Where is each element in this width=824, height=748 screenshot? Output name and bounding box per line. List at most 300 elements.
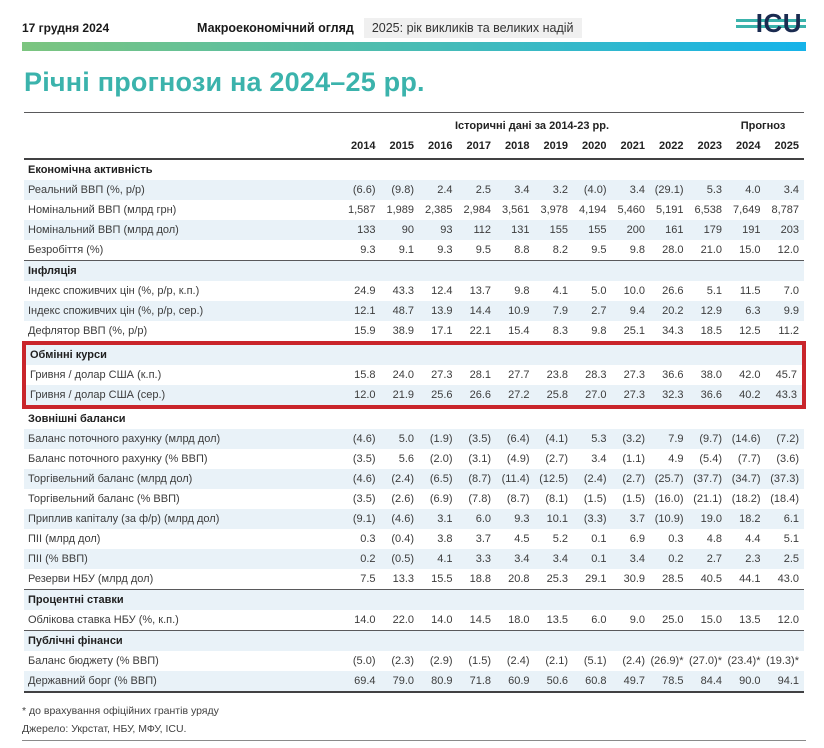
cell-value: 84.4: [700, 675, 722, 687]
row-label: Державний борг (% ВВП): [28, 675, 157, 687]
cell-value: 0.1: [591, 533, 607, 545]
cell-value: (1.5): [468, 655, 491, 667]
cell-value: 2.5: [783, 553, 799, 565]
cell-value: 32.3: [650, 385, 689, 407]
section-header-row: [24, 590, 804, 611]
table-row: [24, 529, 804, 549]
group-header-row: [24, 113, 804, 137]
cell-value: (12.5): [539, 473, 568, 485]
year-header: 2018: [496, 136, 535, 159]
footnotes: [22, 702, 806, 738]
cell-value: (0.5): [391, 553, 414, 565]
cell-value: (2.4): [506, 655, 530, 667]
cell-value: 3,561: [501, 204, 530, 216]
cell-value: 131: [511, 224, 530, 236]
table-body: [24, 159, 804, 692]
cell-value: 10.1: [546, 513, 568, 525]
cell-value: 94.1: [777, 675, 799, 687]
year-header: 2023: [689, 136, 728, 159]
bottom-rule: [22, 740, 806, 741]
cell-value: (3.2): [622, 433, 645, 445]
cell-value: 44.1: [739, 573, 761, 585]
cell-value: 27.3: [623, 369, 645, 381]
cell-value: 9.3: [360, 244, 376, 256]
section-header-row: [24, 407, 804, 429]
cell-value: 18.0: [508, 614, 530, 626]
cell-value: 14.0: [354, 614, 376, 626]
cell-value: (37.3): [770, 473, 799, 485]
cell-value: 26.6: [458, 385, 497, 407]
cell-value: 4.1: [437, 553, 453, 565]
cell-value: (1.9): [429, 433, 453, 445]
cell-value: 2.5: [475, 184, 491, 196]
cell-value: 25.3: [546, 573, 568, 585]
cell-value: 1,989: [386, 204, 414, 216]
row-label: Резерви НБУ (млрд дол): [28, 573, 154, 585]
cell-value: (37.7): [693, 473, 722, 485]
table-row: [24, 180, 804, 200]
cell-value: (3.6): [776, 453, 799, 465]
cell-value: 4.5: [514, 533, 530, 545]
cell-value: 191: [742, 224, 761, 236]
cell-value: 12.0: [777, 244, 799, 256]
year-header: 2020: [573, 136, 612, 159]
section-header-row: [24, 261, 804, 282]
cell-value: 15.0: [739, 244, 761, 256]
cell-value: 4.1: [552, 285, 568, 297]
cell-value: 14.4: [469, 305, 491, 317]
cell-value: 9.1: [398, 244, 414, 256]
cell-value: (4.6): [352, 473, 376, 485]
cell-value: 11.2: [778, 325, 799, 337]
table-row: [24, 449, 804, 469]
row-label: Баланс бюджету (% ВВП): [28, 655, 159, 667]
table-row: [24, 469, 804, 489]
cell-value: 34.3: [662, 325, 684, 337]
cell-value: 0.1: [591, 553, 607, 565]
cell-value: (8.7): [468, 473, 491, 485]
cell-value: 9.3: [514, 513, 530, 525]
cell-value: 8.3: [552, 325, 568, 337]
cell-value: 7,649: [732, 204, 761, 216]
cell-value: 27.3: [431, 369, 453, 381]
cell-value: (5.1): [583, 655, 607, 667]
cell-value: 2.4: [437, 184, 453, 196]
cell-value: (7.8): [468, 493, 491, 505]
cell-value: 5,191: [655, 204, 684, 216]
cell-value: 2.7: [706, 553, 722, 565]
cell-value: 43.0: [777, 573, 799, 585]
cell-value: 14.0: [431, 614, 453, 626]
table-row: [24, 365, 804, 385]
cell-value: 22.0: [392, 614, 414, 626]
cell-value: 27.3: [612, 385, 651, 407]
cell-value: 25.1: [623, 325, 645, 337]
cell-value: (26.9)*: [650, 655, 684, 667]
cell-value: 15.0: [700, 614, 722, 626]
cell-value: 28.5: [662, 573, 684, 585]
cell-value: 6.0: [591, 614, 607, 626]
row-label: Гривня / долар США (сер.): [24, 385, 342, 407]
cell-value: 3.4: [514, 184, 530, 196]
cell-value: 28.3: [585, 369, 607, 381]
cell-value: (6.5): [429, 473, 453, 485]
year-header: 2021: [612, 136, 651, 159]
cell-value: 7.9: [552, 305, 568, 317]
cell-value: (7.2): [776, 433, 799, 445]
cell-value: 30.9: [623, 573, 645, 585]
publication-subtitle: 2025: рік викликів та великих надій: [364, 18, 582, 38]
cell-value: 29.1: [585, 573, 607, 585]
cell-value: 15.9: [354, 325, 376, 337]
table-row: [24, 240, 804, 261]
cell-value: 20.2: [662, 305, 684, 317]
cell-value: 60.9: [508, 675, 530, 687]
cell-value: 5.1: [706, 285, 722, 297]
cell-value: 71.8: [469, 675, 491, 687]
cell-value: 5.2: [552, 533, 568, 545]
cell-value: 6,538: [694, 204, 722, 216]
cell-value: 3.4: [514, 553, 530, 565]
cell-value: 9.5: [475, 244, 491, 256]
cell-value: 6.9: [629, 533, 645, 545]
cell-value: 14.5: [469, 614, 491, 626]
cell-value: 9.4: [629, 305, 645, 317]
section-header-row: [24, 343, 804, 365]
cell-value: 3.4: [629, 184, 645, 196]
year-header: 2024: [727, 136, 766, 159]
cell-value: 13.3: [392, 573, 414, 585]
cell-value: 1,587: [347, 204, 376, 216]
cell-value: (6.6): [352, 184, 376, 196]
row-label: Баланс поточного рахунку (% ВВП): [28, 453, 208, 465]
cell-value: 38.9: [392, 325, 414, 337]
cell-value: 5.3: [591, 433, 607, 445]
publication-title: Макроекономічний огляд: [197, 21, 354, 35]
cell-value: 78.5: [662, 675, 684, 687]
cell-value: 12.0: [777, 614, 799, 626]
cell-value: 40.5: [700, 573, 722, 585]
table-row: [24, 281, 804, 301]
cell-value: 38.0: [700, 369, 722, 381]
cell-value: 13.5: [739, 614, 761, 626]
table-row: [24, 671, 804, 692]
row-label: Облікова ставка НБУ (%, к.п.): [28, 614, 179, 626]
row-label: Дефлятор ВВП (%, р/р): [28, 325, 148, 337]
cell-value: 69.4: [354, 675, 376, 687]
masthead: [22, 0, 806, 40]
cell-value: (3.5): [352, 493, 376, 505]
cell-value: 4.4: [745, 533, 761, 545]
cell-value: (21.1): [693, 493, 722, 505]
cell-value: 3.4: [552, 553, 568, 565]
cell-value: 25.6: [419, 385, 458, 407]
cell-value: (9.8): [391, 184, 414, 196]
section-header-row: [24, 631, 804, 652]
cell-value: 161: [665, 224, 684, 236]
cell-value: 26.6: [662, 285, 684, 297]
cell-value: 10.9: [508, 305, 530, 317]
cell-value: 90.0: [739, 675, 761, 687]
cell-value: (3.5): [352, 453, 376, 465]
cell-value: (0.4): [391, 533, 414, 545]
row-label: ПІІ (млрд дол): [28, 533, 101, 545]
year-header: 2015: [381, 136, 420, 159]
cell-value: 12.4: [431, 285, 453, 297]
cell-value: 40.2: [727, 385, 766, 407]
cell-value: 3.4: [629, 553, 645, 565]
cell-value: (3.5): [468, 433, 491, 445]
cell-value: 93: [440, 224, 453, 236]
cell-value: 4.9: [668, 453, 684, 465]
cell-value: (2.6): [391, 493, 414, 505]
section-title: Зовнішні баланси: [24, 407, 804, 429]
cell-value: 6.0: [475, 513, 491, 525]
year-header: 2017: [458, 136, 497, 159]
cell-value: 43.3: [766, 385, 805, 407]
cell-value: 12.9: [700, 305, 722, 317]
cell-value: 13.9: [431, 305, 453, 317]
cell-value: 20.8: [508, 573, 530, 585]
years-header-spacer: [24, 136, 342, 159]
cell-value: (18.4): [770, 493, 799, 505]
cell-value: 42.0: [739, 369, 761, 381]
section-title: Обмінні курси: [24, 343, 804, 365]
cell-value: (8.1): [545, 493, 568, 505]
cell-value: (4.9): [506, 453, 530, 465]
cell-value: (2.9): [429, 655, 453, 667]
cell-value: 2.7: [591, 305, 607, 317]
cell-value: 7.0: [783, 285, 799, 297]
year-header: 2014: [342, 136, 381, 159]
cell-value: (2.7): [622, 473, 645, 485]
cell-value: (19.3)*: [765, 655, 799, 667]
cell-value: (6.9): [429, 493, 453, 505]
cell-value: 25.8: [535, 385, 574, 407]
cell-value: 21.0: [700, 244, 722, 256]
cell-value: (23.4)*: [727, 655, 761, 667]
cell-value: 19.0: [700, 513, 722, 525]
cell-value: (16.0): [654, 493, 684, 505]
cell-value: 112: [473, 224, 491, 236]
page-title: Річні прогнози на 2024–25 рр.: [24, 67, 425, 97]
cell-value: 15.8: [354, 369, 376, 381]
cell-value: 3.1: [437, 513, 453, 525]
cell-value: (11.4): [501, 473, 530, 485]
cell-value: 4.0: [745, 184, 761, 196]
row-label: Індекс споживчих цін (%, р/р, сер.): [28, 305, 204, 317]
cell-value: 8.2: [552, 244, 568, 256]
cell-value: 28.0: [662, 244, 684, 256]
table-row: [24, 549, 804, 569]
cell-value: 36.6: [662, 369, 684, 381]
year-header: 2016: [419, 136, 458, 159]
cell-value: 50.6: [546, 675, 568, 687]
cell-value: (5.4): [699, 453, 722, 465]
cell-value: 8,787: [771, 204, 799, 216]
cell-value: 36.6: [689, 385, 728, 407]
section-title: Публічні фінанси: [24, 631, 804, 652]
cell-value: 48.7: [392, 305, 414, 317]
cell-value: 10.0: [623, 285, 645, 297]
cell-value: (6.4): [506, 433, 530, 445]
cell-value: 90: [401, 224, 414, 236]
historical-group-header: Історичні дані за 2014-23 рр.: [342, 113, 727, 137]
cell-value: 3.8: [437, 533, 453, 545]
cell-value: (2.4): [583, 473, 607, 485]
report-date: 17 грудня 2024: [22, 21, 110, 35]
cell-value: 9.8: [629, 244, 645, 256]
cell-value: 3.7: [475, 533, 491, 545]
table-row: [24, 429, 804, 449]
cell-value: (4.6): [391, 513, 414, 525]
cell-value: (3.1): [468, 453, 491, 465]
cell-value: 0.2: [360, 553, 376, 565]
footnote-asterisk: * до врахування офіційних грантів уряду: [22, 705, 219, 717]
cell-value: 79.0: [392, 675, 414, 687]
cell-value: (10.9): [654, 513, 684, 525]
cell-value: (2.0): [429, 453, 453, 465]
cell-value: (5.0): [352, 655, 376, 667]
cell-value: 9.8: [514, 285, 530, 297]
cell-value: 8.8: [514, 244, 530, 256]
cell-value: 9.8: [591, 325, 607, 337]
table-row: [24, 301, 804, 321]
cell-value: 0.2: [668, 553, 684, 565]
cell-value: 22.1: [469, 325, 491, 337]
cell-value: 9.9: [783, 305, 799, 317]
cell-value: 11.5: [739, 285, 761, 297]
forecast-group-header: Прогноз: [727, 113, 804, 137]
section-title: Процентні ставки: [24, 590, 804, 611]
cell-value: 21.9: [381, 385, 420, 407]
cell-value: 203: [780, 224, 799, 236]
cell-value: 23.8: [546, 369, 568, 381]
cell-value: (1.5): [583, 493, 607, 505]
table-row: [24, 220, 804, 240]
cell-value: 133: [357, 224, 376, 236]
cell-value: (14.6): [731, 433, 761, 445]
cell-value: 2,984: [463, 204, 491, 216]
row-label: Безробіття (%): [28, 244, 104, 256]
icu-logo: [740, 6, 802, 40]
cell-value: 5.6: [398, 453, 414, 465]
table-row: [24, 509, 804, 529]
brand-gradient-bar: [22, 42, 806, 51]
table-row: [24, 569, 804, 590]
row-label: Індекс споживчих цін (%, р/р, к.п.): [28, 285, 200, 297]
cell-value: 13.5: [546, 614, 568, 626]
cell-value: 3.7: [629, 513, 645, 525]
cell-value: 5.3: [706, 184, 722, 196]
cell-value: (2.7): [545, 453, 568, 465]
cell-value: 2.3: [745, 553, 761, 565]
row-label: Номінальний ВВП (млрд грн): [28, 204, 177, 216]
cell-value: 6.1: [783, 513, 799, 525]
section-title: Економічна активність: [24, 159, 804, 180]
table-row: [24, 200, 804, 220]
cell-value: 17.1: [431, 325, 453, 337]
cell-value: 7.5: [360, 573, 376, 585]
cell-value: 27.7: [508, 369, 530, 381]
row-label: Гривня / долар США (к.п.): [24, 365, 342, 385]
cell-value: 3.2: [552, 184, 568, 196]
cell-value: 15.4: [508, 325, 530, 337]
cell-value: 27.0: [573, 385, 612, 407]
cell-value: 4.8: [706, 533, 722, 545]
cell-value: (27.0)*: [688, 655, 722, 667]
cell-value: 3.4: [591, 453, 607, 465]
table-row: [24, 651, 804, 671]
table-row: [24, 321, 804, 343]
cell-value: 24.0: [392, 369, 414, 381]
footnote-source: Джерело: Укрстат, НБУ, МФУ, ICU.: [22, 723, 187, 735]
cell-value: 155: [588, 224, 607, 236]
row-label: Приплив капіталу (за ф/р) (млрд дол): [28, 513, 220, 525]
cell-value: (2.3): [391, 655, 414, 667]
cell-value: 179: [703, 224, 722, 236]
cell-value: 0.3: [668, 533, 684, 545]
cell-value: 9.3: [437, 244, 453, 256]
years-header-row: [24, 136, 804, 159]
cell-value: 13.7: [469, 285, 491, 297]
cell-value: (9.7): [699, 433, 722, 445]
cell-value: 27.2: [496, 385, 535, 407]
cell-value: 28.1: [469, 369, 491, 381]
cell-value: (1.1): [622, 453, 645, 465]
cell-value: 5.0: [591, 285, 607, 297]
cell-value: 7.9: [668, 433, 684, 445]
cell-value: 9.5: [591, 244, 607, 256]
cell-value: 12.0: [342, 385, 381, 407]
cell-value: 18.5: [700, 325, 722, 337]
cell-value: 5.1: [783, 533, 799, 545]
row-label: Номінальний ВВП (млрд дол): [28, 224, 179, 236]
table-row: [24, 385, 804, 407]
cell-value: 5,460: [617, 204, 645, 216]
year-header: 2025: [766, 136, 805, 159]
cell-value: 2,385: [424, 204, 453, 216]
cell-value: 5.0: [398, 433, 414, 445]
table-row: [24, 610, 804, 631]
cell-value: (4.0): [583, 184, 607, 196]
cell-value: 24.9: [354, 285, 376, 297]
section-title: Інфляція: [24, 261, 804, 282]
row-label: Торгівельний баланс (% ВВП): [28, 493, 180, 505]
cell-value: (9.1): [352, 513, 376, 525]
cell-value: (4.6): [352, 433, 376, 445]
cell-value: 6.3: [745, 305, 761, 317]
cell-value: 9.0: [629, 614, 645, 626]
section-header-row: [24, 159, 804, 180]
row-label: ПІІ (% ВВП): [28, 553, 88, 565]
cell-value: (3.3): [583, 513, 607, 525]
cell-value: (29.1): [654, 184, 684, 196]
cell-value: (2.4): [622, 655, 645, 667]
cell-value: 3,978: [540, 204, 568, 216]
cell-value: 12.1: [354, 305, 376, 317]
cell-value: (8.7): [506, 493, 530, 505]
cell-value: 200: [626, 224, 645, 236]
cell-value: 49.7: [623, 675, 645, 687]
row-label: Торгівельний баланс (млрд дол): [28, 473, 193, 485]
group-header-spacer: [24, 113, 342, 137]
year-header: 2022: [650, 136, 689, 159]
cell-value: 60.8: [585, 675, 607, 687]
cell-value: 18.2: [739, 513, 761, 525]
forecast-table: [22, 112, 806, 693]
row-label: Реальний ВВП (%, р/р): [28, 184, 145, 196]
